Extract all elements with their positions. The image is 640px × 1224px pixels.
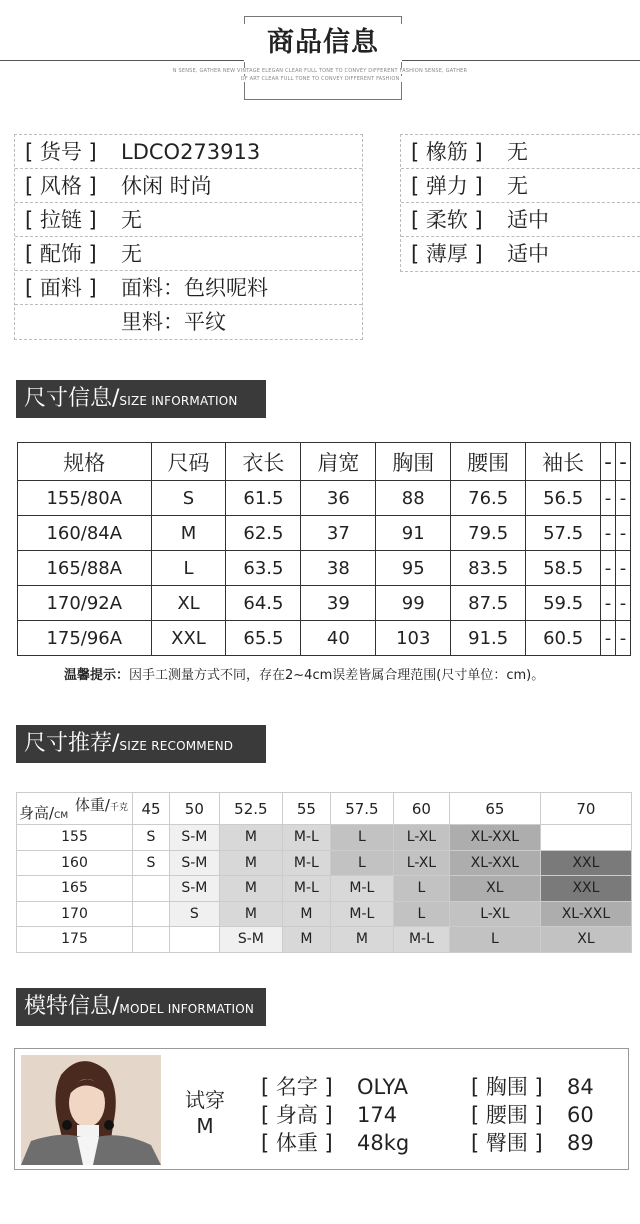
size-recommend-heading: 尺寸推荐/SIZE RECOMMEND [16, 725, 266, 763]
size-table [17, 442, 631, 656]
table-row: 170/92A XL 64.5 39 99 87.5 59.5 - - [18, 586, 631, 621]
info-row: [ 薄厚 ] 适中 [411, 242, 549, 266]
table-header-row: 规格 尺码 衣长 肩宽 胸围 腰围 袖长 - - [18, 443, 631, 481]
table-row: 165 S-M M M-L M-L L XL XXL [17, 876, 632, 902]
info-row: [ 弹力 ] 无 [401, 169, 640, 203]
model-row: [ 体重 ] 48kg [261, 1131, 410, 1155]
table-row: 160/84A M 62.5 37 91 79.5 57.5 - - [18, 516, 631, 551]
info-row: 里料：平纹 [121, 310, 226, 334]
info-row: [ 柔软 ] 适中 [401, 203, 640, 237]
info-row: [ 风格 ] 休闲 时尚 [15, 169, 362, 203]
table-row: 175 S-M M M M-L L XL [17, 927, 632, 953]
header-subtitle-2: OF ART CLEAR FULL TONE TO CONVEY DIFFERENT FASHION [190, 76, 450, 82]
model-info-heading: 模特信息/MODEL INFORMATION [16, 988, 266, 1026]
info-row: [ 面料 ] 面料：色织呢料 [15, 271, 362, 305]
table-row: 165/88A L 63.5 38 95 83.5 58.5 - - [18, 551, 631, 586]
model-row: [ 腰围 ] 60 [471, 1103, 594, 1127]
info-row: [ 配饰 ] 无 [15, 237, 362, 271]
table-row: 170 S M M M-L L L-XL XL-XXL [17, 901, 632, 927]
table-row: 155/80A S 61.5 36 88 76.5 56.5 - - [18, 481, 631, 516]
table-row: 155 S S-M M M-L L L-XL XL-XXL [17, 825, 632, 851]
table-corner-cell: 体重/千克 身高/CM [17, 793, 133, 825]
table-row: 175/96A XXL 65.5 40 103 91.5 60.5 - - [18, 621, 631, 656]
measurement-note: 温馨提示：因手工测量方式不同，存在2~4cm误差皆属合理范围(尺寸单位：cm)。 [64, 668, 545, 683]
table-row: 160 S S-M M M-L L L-XL XL-XXL XXL [17, 850, 632, 876]
model-row: [ 名字 ] OLYA [261, 1075, 409, 1099]
try-on-size: 试穿 M [185, 1088, 225, 1138]
size-recommend-table [16, 792, 632, 953]
header-subtitle-1: N SENSE, GATHER NEW VINTAGE ELEGAN CLEAR FULL TONE TO CONVEY DIFFERENT FASHION SENSE, GATHER [150, 68, 490, 74]
info-row: [ 橡筋 ] 无 [401, 135, 640, 169]
product-info-right [400, 134, 640, 272]
table-header-row: 体重/千克 身高/CM 45 50 52.5 55 57.5 60 65 70 [17, 793, 632, 825]
page-title: 商品信息 [244, 24, 402, 62]
info-row: [ 拉链 ] 无 [15, 203, 362, 237]
model-photo [21, 1055, 161, 1165]
size-info-heading: 尺寸信息/SIZE INFORMATION [16, 380, 266, 418]
model-row: [ 臀围 ] 89 [471, 1131, 594, 1155]
model-portrait-icon [21, 1055, 161, 1165]
model-row: [ 胸围 ] 84 [471, 1075, 594, 1099]
info-row: [ 货号 ] LDCO273913 [15, 135, 362, 169]
model-info-card [14, 1048, 629, 1170]
product-info-left [14, 134, 363, 340]
model-row: [ 身高 ] 174 [261, 1103, 398, 1127]
